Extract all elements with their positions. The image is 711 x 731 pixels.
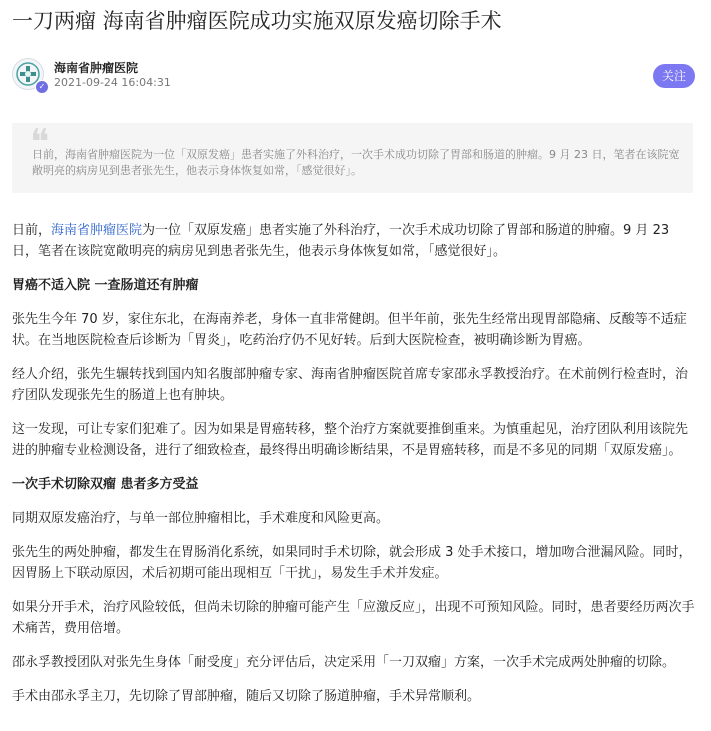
hospital-link[interactable]: 海南省肿瘤医院 <box>51 223 143 238</box>
article-body <box>12 220 699 707</box>
paragraph-1-lead: 日前， <box>12 223 52 238</box>
paragraph-3: 经人介绍，张先生辗转找到国内知名腹部肿瘤专家、海南省肿瘤医院首席专家邵永孚教授治疗。在术前例行检查时，治疗团队发现张先生的肠道上也有肿块。 <box>12 367 689 403</box>
verified-badge-icon: ✓ <box>35 80 49 94</box>
summary-quote <box>12 123 693 193</box>
article-title: 一刀两瘤 海南省肿瘤医院成功实施双原发癌切除手术 <box>12 9 502 33</box>
paragraph-2: 张先生今年 70 岁，家住东北，在海南养老，身体一直非常健朗。但半年前，张先生经常出现胃部隐痛、反酸等不适症状。在当地医院检查后诊断为「胃炎」，吃药治疗仍不见好转。后到大医院检查，被明确诊断为胃癌。 <box>12 312 687 348</box>
section-heading-1: 胃癌不适入院 一查肠道还有肿瘤 <box>12 278 199 293</box>
paragraph-9: 手术由邵永孚主刀，先切除了胃部肿瘤，随后又切除了肠道肿瘤，手术异常顺利。 <box>12 689 481 704</box>
paragraph-7: 如果分开手术，治疗风险较低，但尚未切除的肿瘤可能产生「应激反应」，出现不可预知风险。同时，患者要经历两次手术痛苦，费用倍增。 <box>12 600 695 636</box>
follow-button[interactable]: 关注 <box>653 64 695 88</box>
quote-mark-icon: ❝ <box>30 122 50 163</box>
author-row <box>12 58 695 94</box>
paragraph-4: 这一发现，可让专家们犯难了。因为如果是胃癌转移，整个治疗方案就要推倒重来。为慎重起见，治疗团队利用该院先进的肿瘤专业检测设备，进行了细致检查，最终得出明确诊断结果，不是胃癌转移，而是不多见的同期「双原发癌」。 <box>12 422 689 458</box>
author-name[interactable]: 海南省肿瘤医院 <box>54 61 139 75</box>
publish-time: 2021-09-24 16:04:31 <box>54 76 171 89</box>
paragraph-6: 张先生的两处肿瘤，都发生在胃肠消化系统，如果同时手术切除，就会形成 3 处手术接口，增加吻合泄漏风险。同时，因胃肠上下联动原因，术后初期可能出现相互「干扰」，易发生手术并发症。 <box>12 545 692 581</box>
paragraph-1 <box>12 220 699 262</box>
paragraph-1-rest: 为一位「双原发癌」患者实施了外科治疗，一次手术成功切除了胃部和肠道的肿瘤。9 月 23 日，笔者在该院宽敞明亮的病房见到患者张先生，他表示身体恢复如常，「感觉很好」。 <box>12 223 670 259</box>
summary-text: 日前，海南省肿瘤医院为一位「双原发癌」患者实施了外科治疗，一次手术成功切除了胃部和肠道的肿瘤。9 月 23 日，笔者在该院宽敞明亮的病房见到患者张先生，他表示身体恢复如常，「感觉很好」。 <box>32 148 680 177</box>
paragraph-8: 邵永孚教授团队对张先生身体「耐受度」充分评估后，决定采用「一刀双瘤」方案，一次手术完成两处肿瘤的切除。 <box>12 655 676 670</box>
paragraph-5: 同期双原发癌治疗，与单一部位肿瘤相比，手术难度和风险更高。 <box>12 511 390 526</box>
section-heading-2: 一次手术切除双瘤 患者多方受益 <box>12 477 199 492</box>
